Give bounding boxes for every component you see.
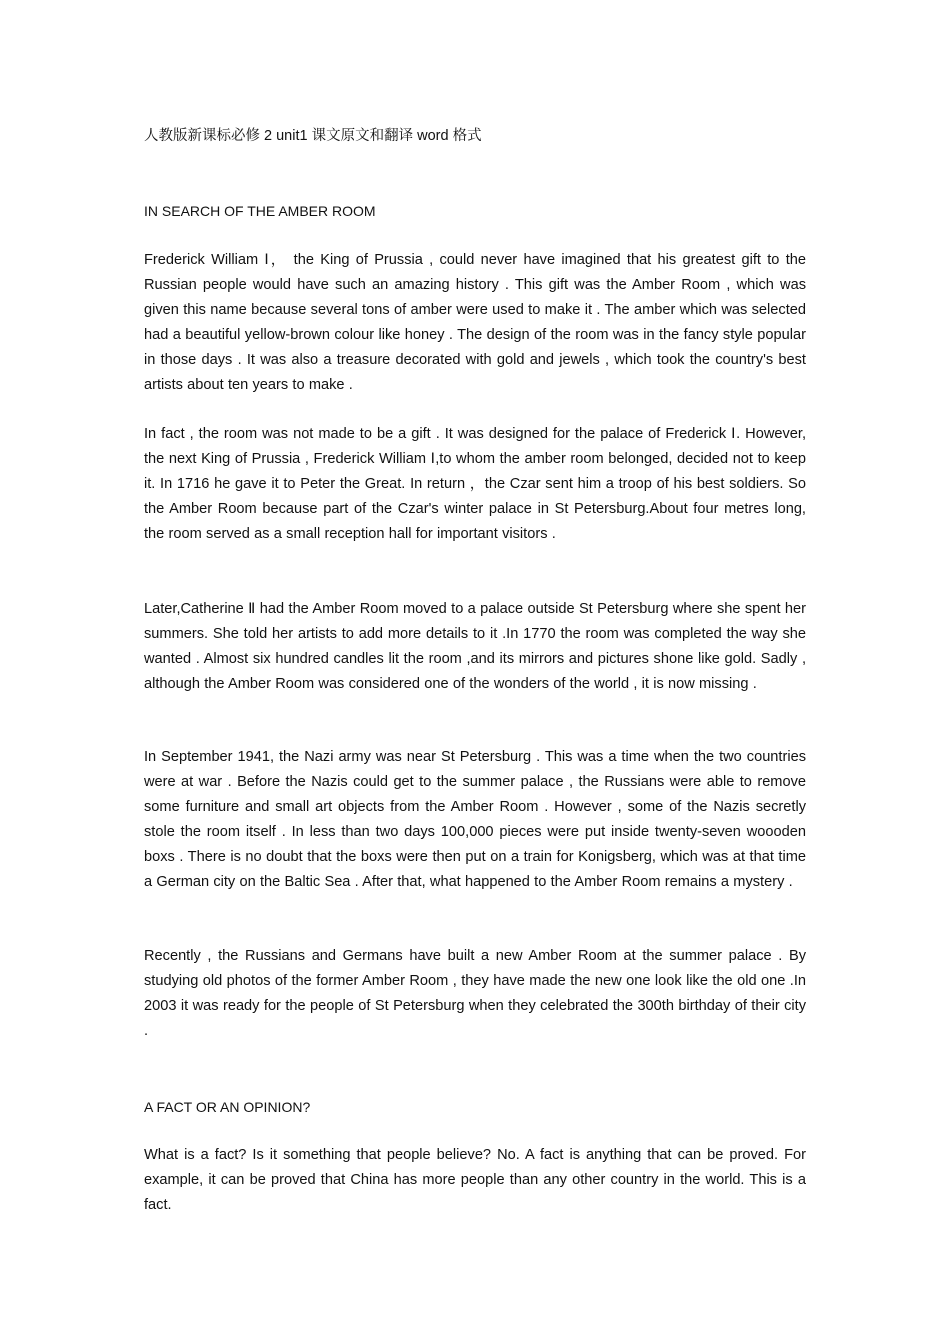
paragraph: Recently , the Russians and Germans have built a new Amber Room at the summer palace . By studying old photos of the former Amber Room , they have made the new one look like the old one .In 2003 it was ready for the people of St Petersburg when they celebrated the 300th birthday of their city . <box>144 948 806 1039</box>
paragraph: In September 1941, the Nazi army was near St Petersburg . This was a time when the two countries were at war . Before the Nazis could get to the summer palace , the Russians were able to remove some furniture and small art objects from the Amber Room . However , some of the Nazis secretly stole the room itself . In less than two days 100,000 pieces were put inside twenty-seven woooden boxs . There is no doubt that the boxs were then put on a train for Konigsberg, which was at that time a German city on the Baltic Sea . After that, what happened to the Amber Room remains a mystery . <box>144 749 806 890</box>
section-heading-amber-room: IN SEARCH OF THE AMBER ROOM <box>144 203 376 219</box>
paragraph: In fact , the room was not made to be a gift . It was designed for the palace of Frederick Ⅰ. However, the next King of Prussia , Frederick William Ⅰ,to whom the amber room belonged, decided not to keep it. In 1716 he gave it to Peter the Great. In return ，the Czar sent him a troop of his best soldiers. So the Amber Room because part of the Czar's winter palace in St Petersburg.About four metres long, the room served as a small reception hall for important visitors . <box>144 426 806 542</box>
paragraph: What is a fact? Is it something that people believe? No. A fact is anything that can be proved. For example, it can be proved that China has more people than any other country in the world. This is a fact. <box>144 1147 806 1213</box>
section-heading-fact-or-opinion: A FACT OR AN OPINION? <box>144 1099 311 1115</box>
document-title: 人教版新课标必修 2 unit1 课文原文和翻译 word 格式 <box>144 128 482 144</box>
paragraph: Frederick William Ⅰ， the King of Prussia , could never have imagined that his greatest gift to the Russian people would have such an amazing history . This gift was the Amber Room , which was given this name because several tons of amber were used to make it . The amber which was selected had a beautiful yellow-brown colour like honey . The design of the room was in the fancy style popular in those days . It was also a treasure decorated with gold and jewels , which took the country's best artists about ten years to make . <box>144 252 806 393</box>
paragraph: Later,Catherine Ⅱ had the Amber Room moved to a palace outside St Petersburg where she spent her summers. She told her artists to add more details to it .In 1770 the room was completed the way she wanted . Almost six hundred candles lit the room ,and its mirrors and pictures shone like gold. Sadly , although the Amber Room was considered one of the wonders of the world , it is now missing . <box>144 601 806 692</box>
